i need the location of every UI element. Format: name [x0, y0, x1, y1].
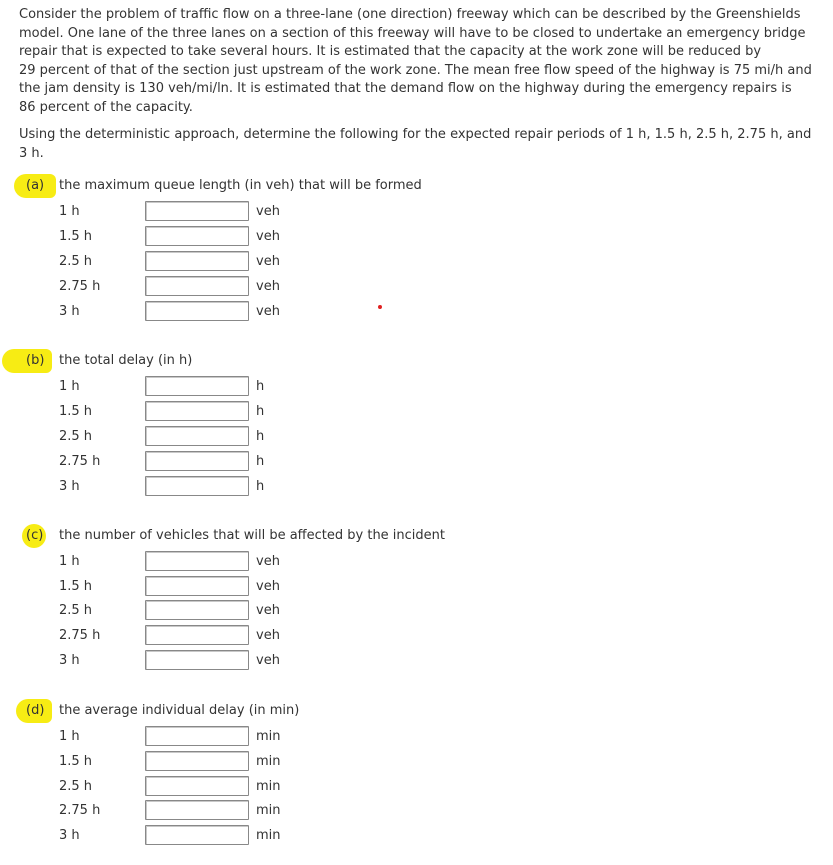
section-header — [0, 526, 600, 546]
unit-label: veh — [256, 204, 280, 219]
unit-label: h — [256, 404, 265, 419]
unit-label: veh — [256, 579, 280, 594]
answer-input[interactable] — [145, 776, 249, 796]
unit-label: min — [256, 754, 281, 769]
question-text: the average individual delay (in min) — [59, 703, 300, 718]
question-text: the maximum queue length (in veh) that will be formed — [59, 178, 422, 193]
period-label: 1 h — [59, 379, 80, 394]
question-text: the number of vehicles that will be affected by the incident — [59, 528, 446, 543]
period-label: 3 h — [59, 304, 80, 319]
answer-input[interactable] — [145, 800, 249, 820]
period-label: 1.5 h — [59, 579, 93, 594]
unit-label: veh — [256, 304, 280, 319]
period-label: 2.5 h — [59, 603, 93, 618]
period-label: 3 h — [59, 479, 80, 494]
answer-input[interactable] — [145, 401, 249, 421]
answer-input[interactable] — [145, 625, 249, 645]
answer-row — [0, 600, 600, 622]
answer-row — [0, 726, 600, 748]
period-label: 2.75 h — [59, 803, 101, 818]
section-header — [0, 701, 600, 721]
answer-input[interactable] — [145, 551, 249, 571]
unit-label: veh — [256, 229, 280, 244]
answer-row — [0, 625, 600, 647]
unit-label: min — [256, 803, 281, 818]
answer-input[interactable] — [145, 201, 249, 221]
answer-row — [0, 251, 600, 273]
answer-row — [0, 226, 600, 248]
answer-input[interactable] — [145, 426, 249, 446]
answer-input[interactable] — [145, 301, 249, 321]
period-label: 2.75 h — [59, 454, 101, 469]
answer-input[interactable] — [145, 226, 249, 246]
answer-row — [0, 576, 600, 598]
question-text: the total delay (in h) — [59, 353, 193, 368]
unit-label: veh — [256, 254, 280, 269]
answer-row — [0, 201, 600, 223]
period-label: 1 h — [59, 729, 80, 744]
unit-label: h — [256, 479, 265, 494]
unit-label: h — [256, 429, 265, 444]
answer-row — [0, 401, 600, 423]
answer-row — [0, 650, 600, 672]
section-header — [0, 176, 600, 196]
answer-row — [0, 276, 600, 298]
answer-row — [0, 751, 600, 773]
answer-input[interactable] — [145, 600, 249, 620]
answer-row — [0, 376, 600, 398]
period-label: 1.5 h — [59, 229, 93, 244]
period-label: 1.5 h — [59, 754, 93, 769]
period-label: 2.5 h — [59, 779, 93, 794]
answer-input[interactable] — [145, 726, 249, 746]
unit-label: min — [256, 828, 281, 843]
answer-row — [0, 776, 600, 798]
unit-label: veh — [256, 653, 280, 668]
instruction-text: Using the deterministic approach, determine the following for the expected repair periods of 1 h, 1.5 h, 2.5 h, 2.75 h, and 3 h. — [19, 127, 812, 161]
answer-input[interactable] — [145, 576, 249, 596]
part-label: (d) — [26, 703, 45, 718]
problem-statement: Consider the problem of traffic flow on a three-lane (one direction) freeway which can be described by the Greenshields model. One lane of the three lanes on a section of this freeway will have to be closed to undertake an emergency bridge repair that is expected to take several hours. It is estimated that the capacity at the work zone will be reduced by 29 percent of that of the section just upstream of the work zone. The mean free flow speed of the highway is 75 mi/h and the jam density is 130 veh/mi/ln. It is estimated that the demand flow on the highway during the emergency repairs is 86 percent of the capacity. — [19, 7, 812, 115]
answer-input[interactable] — [145, 376, 249, 396]
period-label: 2.75 h — [59, 628, 101, 643]
period-label: 3 h — [59, 653, 80, 668]
answer-input[interactable] — [145, 825, 249, 845]
unit-label: min — [256, 729, 281, 744]
answer-row — [0, 426, 600, 448]
unit-label: veh — [256, 628, 280, 643]
unit-label: veh — [256, 279, 280, 294]
answer-input[interactable] — [145, 251, 249, 271]
part-label: (b) — [26, 353, 45, 368]
period-label: 1 h — [59, 554, 80, 569]
unit-label: veh — [256, 554, 280, 569]
answer-input[interactable] — [145, 476, 249, 496]
period-label: 3 h — [59, 828, 80, 843]
unit-label: h — [256, 454, 265, 469]
answer-row — [0, 825, 600, 847]
period-label: 1 h — [59, 204, 80, 219]
period-label: 2.5 h — [59, 254, 93, 269]
period-label: 1.5 h — [59, 404, 93, 419]
part-label: (a) — [26, 178, 45, 193]
answer-row — [0, 800, 600, 822]
period-label: 2.75 h — [59, 279, 101, 294]
answer-input[interactable] — [145, 751, 249, 771]
section-header — [0, 351, 600, 371]
answer-input[interactable] — [145, 650, 249, 670]
unit-label: veh — [256, 603, 280, 618]
answer-row — [0, 301, 600, 323]
answer-row — [0, 551, 600, 573]
unit-label: h — [256, 379, 265, 394]
answer-input[interactable] — [145, 451, 249, 471]
part-label: (c) — [26, 528, 44, 543]
answer-row — [0, 451, 600, 473]
answer-input[interactable] — [145, 276, 249, 296]
answer-row — [0, 476, 600, 498]
period-label: 2.5 h — [59, 429, 93, 444]
unit-label: min — [256, 779, 281, 794]
